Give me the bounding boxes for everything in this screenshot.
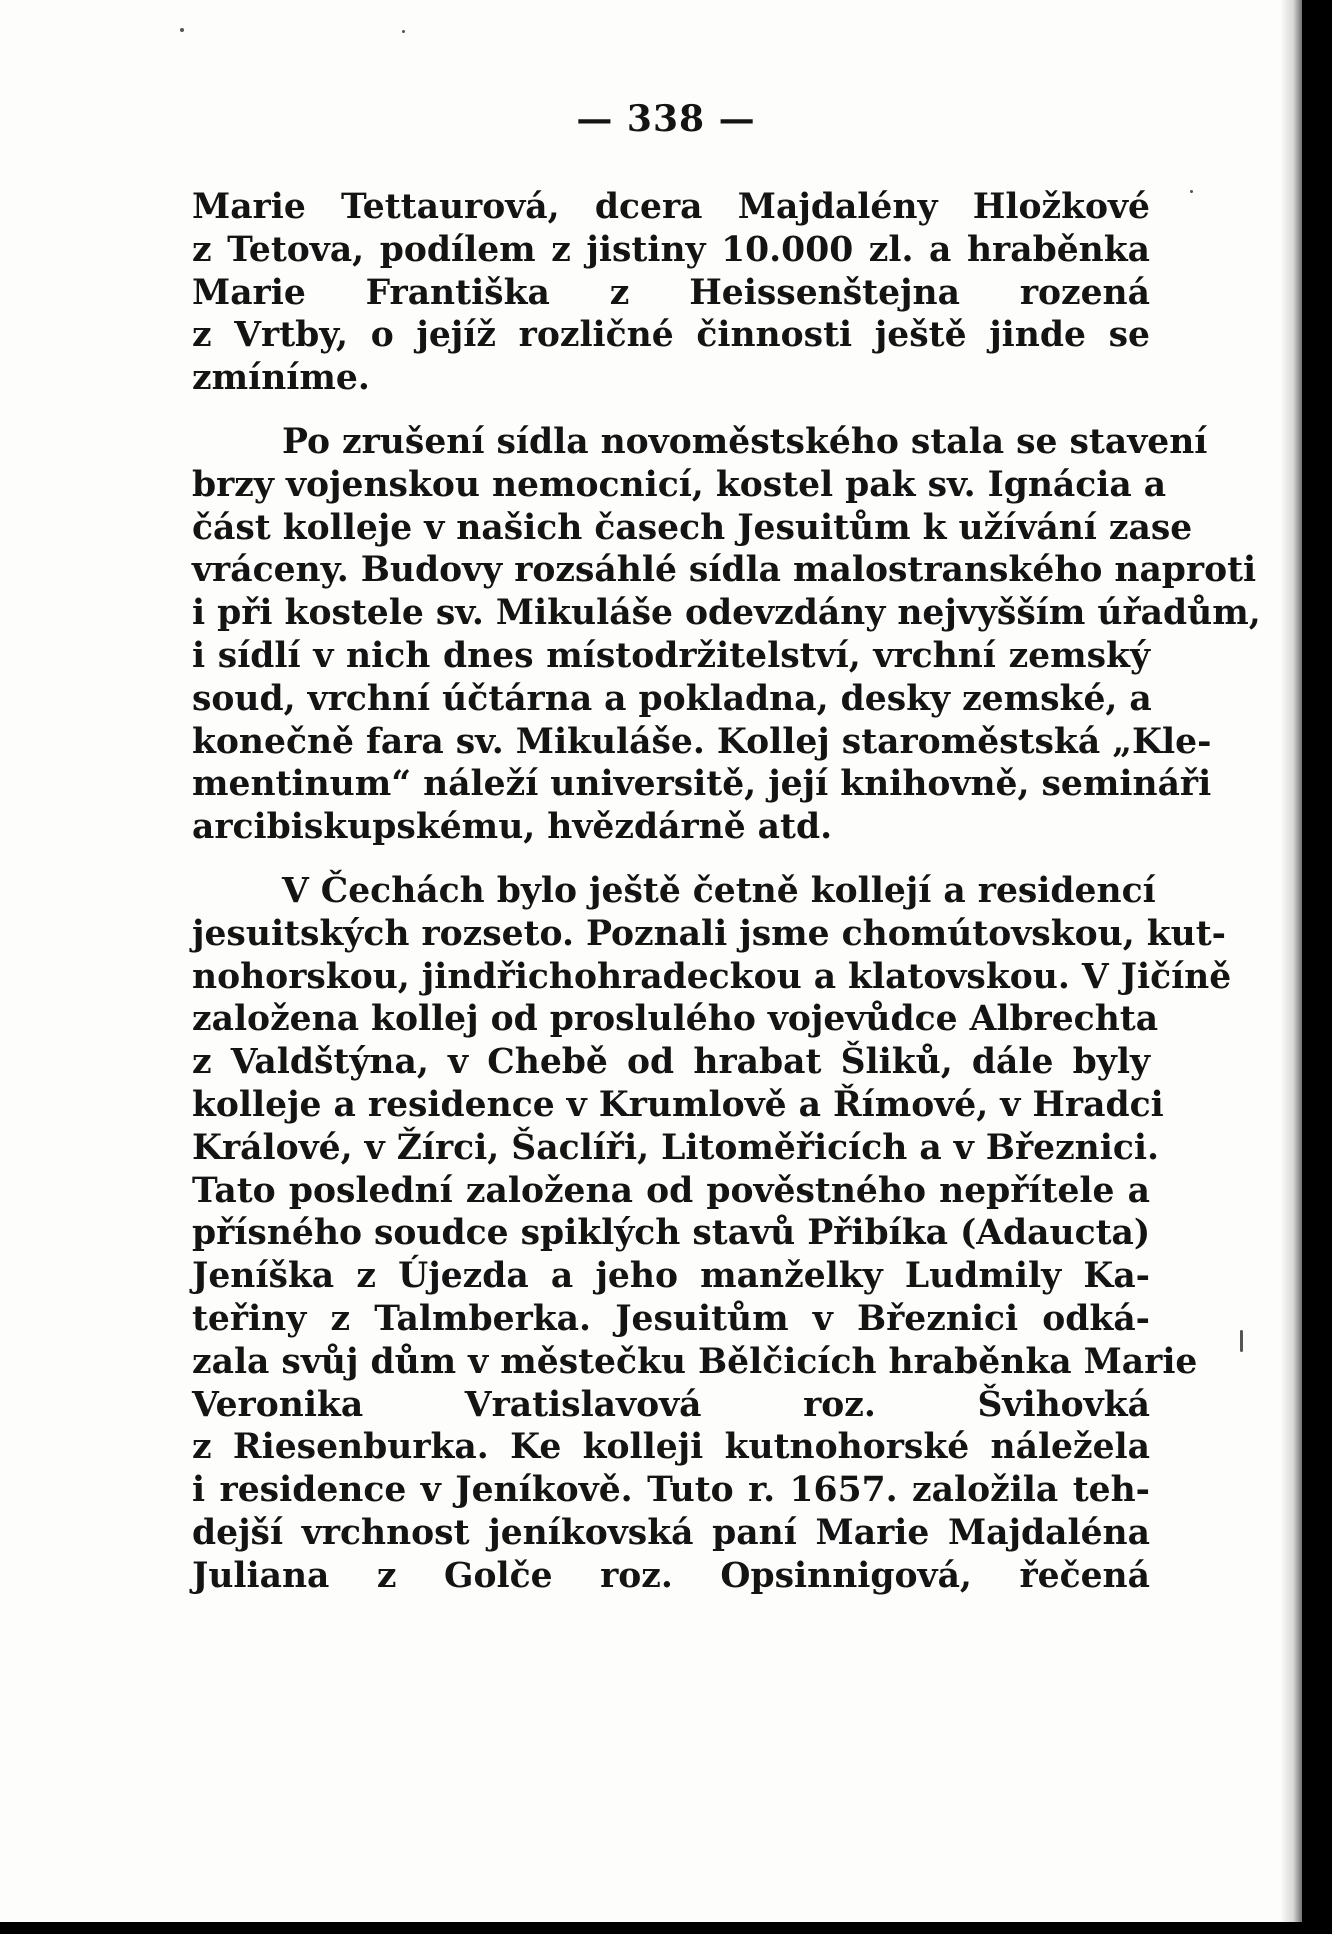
text-line: i residence v Jeníkově. Tuto r. 1657. založila teh- xyxy=(192,1470,1150,1511)
text-line: z Riesenburka. Ke kolleji kutnohorské náležela xyxy=(192,1427,1150,1468)
text-line: jesuitských rozseto. Poznali jsme chomútovskou, kut- xyxy=(192,913,1226,954)
body-text xyxy=(192,186,1261,1598)
text-line: zmíníme. xyxy=(192,358,370,399)
text-line: i sídlí v nich dnes místodržitelství, vrchní zemský xyxy=(192,635,1150,676)
text-line: vráceny. Budovy rozsáhlé sídla malostranského naproti xyxy=(192,550,1257,591)
text-line: Marie Tettaurová, dcera Majdalény Hložkové xyxy=(192,187,1150,227)
text-line: i při kostele sv. Mikuláše odevzdány nejvyšším úřadům, xyxy=(192,593,1261,634)
text-line: Po zrušení sídla novoměstského stala se stavení xyxy=(282,421,1208,462)
text-line: Tato poslední založena od pověstného nepřítele a xyxy=(192,1170,1150,1211)
text-line: teřiny z Talmberka. Jesuitům v Březnici odká- xyxy=(192,1298,1150,1339)
text-line: z Valdštýna, v Chebě od hrabat Šliků, dále byly xyxy=(192,1042,1150,1083)
paragraph-1 xyxy=(192,186,1150,400)
paragraph-2 xyxy=(192,421,1261,849)
text-line: Jeníška z Újezda a jeho manželky Ludmily Ka- xyxy=(192,1256,1150,1297)
text-line: brzy vojenskou nemocnicí, kostel pak sv. Ignácia a xyxy=(192,464,1167,505)
text-line: přísného soudce spiklých stavů Přibíka (Adaucta) xyxy=(192,1213,1151,1254)
text-line: arcibiskupskému, hvězdárně atd. xyxy=(192,807,833,848)
text-line: část kolleje v našich časech Jesuitům k užívání zase xyxy=(192,507,1193,548)
text-line: z Vrtby, o jejíž rozličné činnosti ještě jinde se xyxy=(192,315,1150,356)
text-line: založena kollej od proslulého vojevůdce Albrechta xyxy=(192,999,1159,1040)
text-line: kolleje a residence v Krumlově a Římové, v Hradci xyxy=(192,1084,1164,1125)
page-number: — 338 — xyxy=(576,98,756,140)
scan-speck xyxy=(180,28,184,32)
text-line: Juliana z Golče roz. Opsinnigová, řečená xyxy=(192,1555,1150,1596)
page-edge-shadow xyxy=(1280,0,1302,1922)
text-line: mentinum“ náleží universitě, její knihovně, semináři xyxy=(192,764,1212,805)
scan-speck xyxy=(402,30,405,33)
scan-speck xyxy=(1240,1330,1243,1352)
text-line: z Tetova, podílem z jistiny 10.000 zl. a hraběnka xyxy=(192,229,1150,270)
text-line: Marie Františka z Heissenštejna rozená xyxy=(192,272,1150,313)
scan-speck xyxy=(1190,190,1193,193)
text-line: Veronika Vratislavová roz. Švihovká xyxy=(192,1384,1150,1425)
text-line: V Čechách bylo ještě četně kollejí a residencí xyxy=(282,870,1156,911)
text-line: nohorskou, jindřichohradeckou a klatovskou. V Jičíně xyxy=(192,956,1232,997)
text-line: konečně fara sv. Mikuláše. Kollej staroměstská „Kle- xyxy=(192,721,1212,762)
text-line: dejší vrchnost jeníkovská paní Marie Majdaléna xyxy=(192,1512,1150,1553)
text-line: Králové, v Žírci, Šaclíři, Litoměřicích a v Březnici. xyxy=(192,1127,1159,1168)
text-line: soud, vrchní účtárna a pokladna, desky zemské, a xyxy=(192,678,1152,719)
paragraph-3 xyxy=(192,870,1232,1598)
text-line: zala svůj dům v městečku Bělčicích hraběnka Marie xyxy=(192,1341,1198,1382)
